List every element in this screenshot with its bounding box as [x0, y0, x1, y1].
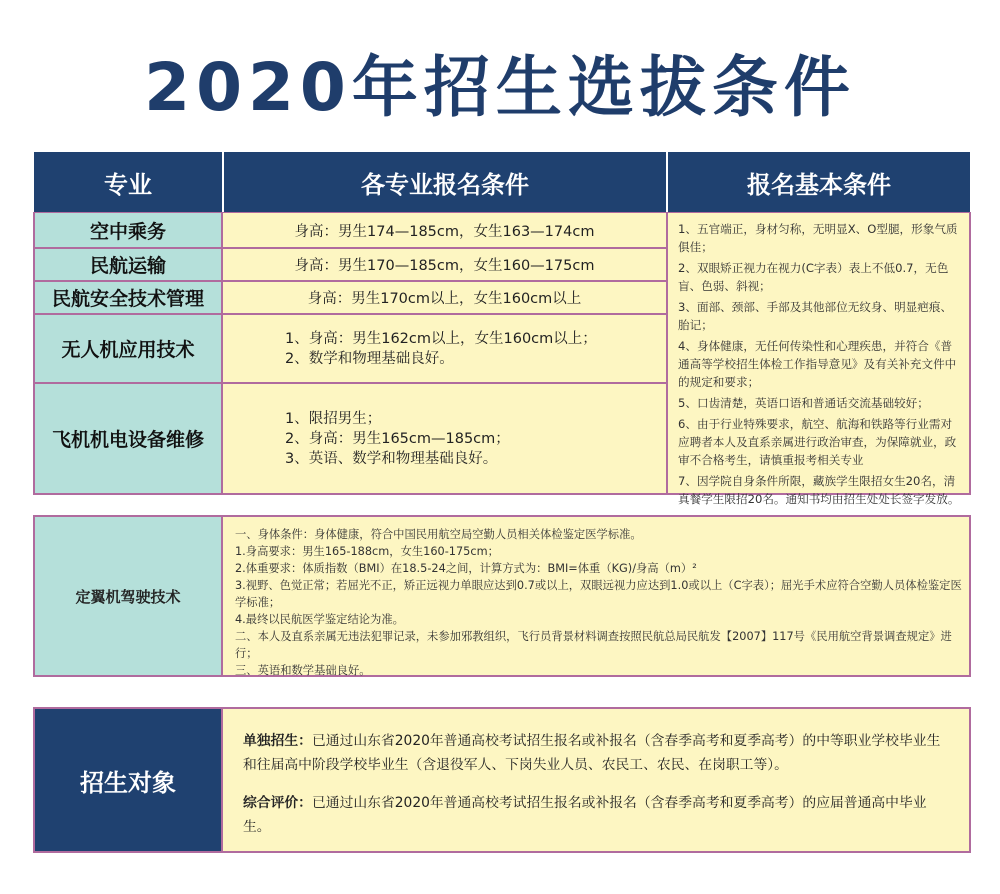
basic-condition-item: 4、身体健康，无任何传染性和心理疾患，并符合《普通高等学校招生体检工作指导意见》及有关补充文件中的规定和要求； [678, 339, 957, 389]
condition-cell [223, 213, 666, 247]
major-cell: 民航运输 [35, 249, 221, 280]
major-cell: 民航安全技术管理 [35, 282, 221, 313]
target-item [243, 729, 949, 777]
pilot-condition-line: 3.视野、色觉正常；若屈光不正，矫正远视力单眼应达到0.7或以上，双眼远视力应达到1.0或以上（C字表）；屈光手术应符合空勤人员体检鉴定医学标准； [235, 579, 962, 609]
condition-text: 身高：男生174—185cm，女生163—174cm [294, 223, 595, 240]
condition-text: 1、身高：男生162cm以上，女生160cm以上； [285, 330, 597, 347]
header-major-conditions: 各专业报名条件 [224, 152, 666, 212]
pilot-condition-line: 二、本人及直系亲属无违法犯罪记录，未参加邪教组织，飞行员背景材料调查按照民航总局民航发【2007】117号《民用航空背景调查规定》进行； [235, 630, 952, 660]
pilot-condition-line: 三、英语和数学基础良好。 [235, 664, 371, 677]
basic-condition-item: 2、双眼矫正视力在视力(C字表）表上不低0.7，无色盲、色弱、斜视； [678, 261, 949, 293]
basic-condition-item: 6、由于行业特殊要求，航空、航海和铁路等行业需对应聘者本人及直系亲属进行政治审查，为保障就业，政审不合格考生，请慎重报考相关专业 [678, 417, 957, 467]
header-major: 专业 [34, 152, 222, 212]
major-cell: 无人机应用技术 [35, 315, 221, 382]
major-cell: 空中乘务 [35, 213, 221, 247]
pilot-condition-line: 2.体重要求：体质指数（BMI）在18.5-24之间，计算方式为：BMI=体重（KG)/身高（m）² [235, 562, 697, 575]
pilot-conditions-cell [223, 517, 969, 675]
condition-text: 身高：男生170cm以上，女生160cm以上 [307, 291, 582, 307]
basic-condition-item: 5、口齿清楚，英语口语和普通话交流基础较好； [678, 396, 929, 410]
header-basic-conditions: 报名基本条件 [668, 152, 970, 212]
condition-cell [223, 384, 666, 493]
condition-cell [223, 249, 666, 280]
condition-text: 2、数学和物理基础良好。 [285, 350, 454, 367]
pilot-condition-line: 1.身高要求：男生165-188cm，女生160-175cm； [235, 545, 499, 558]
target-item-text: 已通过山东省2020年普通高校考试招生报名或补报名（含春季高考和夏季高考）的中等职业学校毕业生和往届高中阶段学校毕业生（含退役军人、下岗失业人员、农民工、农民、在岗职工等）。 [243, 733, 941, 773]
pilot-condition-line: 一、身体条件：身体健康，符合中国民用航空局空勤人员相关体检鉴定医学标准。 [235, 528, 642, 541]
condition-text: 身高：男生170—185cm，女生160—175cm [294, 258, 595, 274]
target-item-text: 已通过山东省2020年普通高校考试招生报名或补报名（含春季高考和夏季高考）的应届普通高中毕业生。 [243, 795, 927, 835]
condition-text: 1、限招男生； [285, 410, 382, 427]
basic-conditions-cell [668, 213, 969, 506]
basic-condition-item: 1、五官端正，身材匀称，无明显X、O型腿，形象气质俱佳； [678, 222, 958, 254]
condition-text: 3、英语、数学和物理基础良好。 [285, 450, 498, 467]
target-item-title: 综合评价： [243, 795, 312, 811]
condition-text: 2、身高：男生165cm—185cm； [285, 430, 510, 447]
major-cell: 飞机机电设备维修 [35, 384, 221, 493]
target-label: 招生对象 [35, 709, 221, 851]
target-content [223, 709, 969, 851]
page-title: 2020年招生选拔条件 [144, 49, 856, 126]
basic-condition-item: 3、面部、颈部、手部及其他部位无纹身、明显疤痕、胎记； [678, 300, 953, 332]
condition-cell [223, 315, 666, 382]
basic-condition-item: 7、因学院自身条件所限，藏族学生限招女生20名，清真餐学生限招20名。通知书均由招生处处长签字发放。 [678, 474, 960, 506]
condition-cell [223, 282, 666, 313]
target-item-title: 单独招生： [243, 733, 312, 749]
pilot-major-cell: 定翼机驾驶技术 [35, 517, 221, 675]
target-item [243, 791, 949, 839]
pilot-condition-line: 4.最终以民航医学鉴定结论为准。 [235, 613, 404, 626]
